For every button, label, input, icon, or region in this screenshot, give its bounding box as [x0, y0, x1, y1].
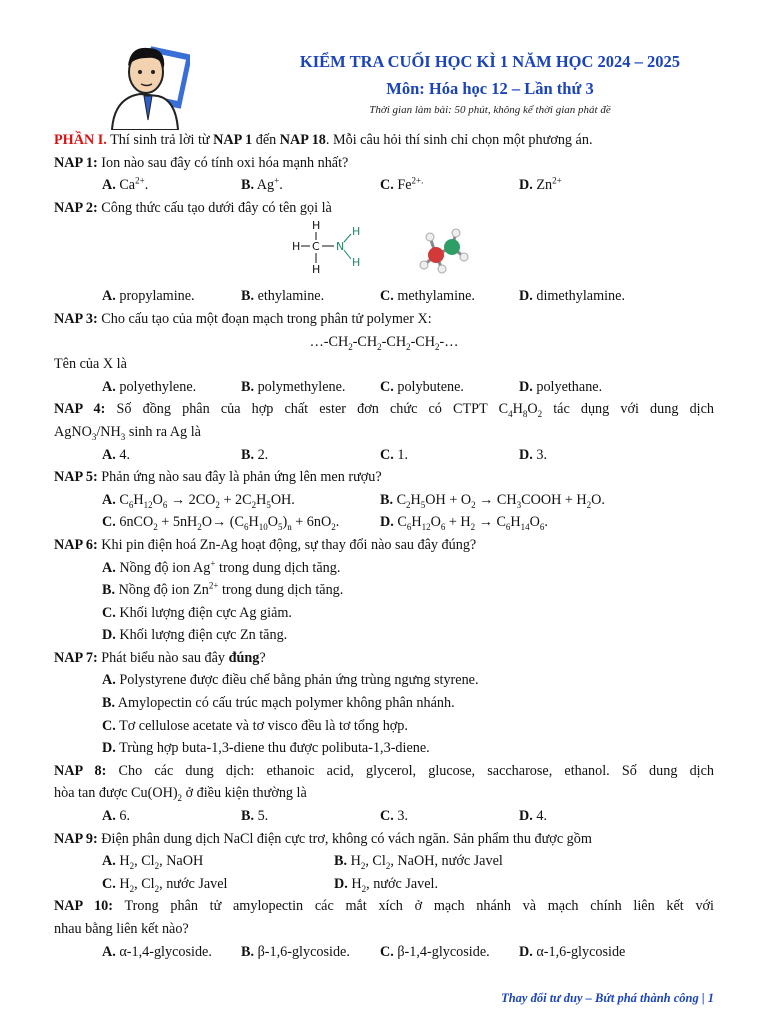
part-1-instruction: PHẦN I. Thí sinh trả lời từ NAP 1 đến NAP 18. Mỗi câu hỏi thí sinh chỉ chọn một phương án. [54, 132, 593, 148]
exam-time-note: Thời gian làm bài: 50 phút, không kể thời gian phát đề [369, 104, 611, 116]
q2-option-d[interactable]: D. dimethylamine. [519, 288, 625, 305]
methylamine-structural-formula [286, 219, 366, 279]
question-3: NAP 3: Cho cấu tạo của một đoạn mạch trong phân tử polymer X: [54, 310, 432, 327]
q4-option-d[interactable]: D. 3. [519, 446, 547, 463]
question-10: NAP 10: Trong phân tử amylopectin các mắt xích ở mạch nhánh và mạch chính liên kết với [54, 898, 715, 915]
svg-text:C: C [312, 240, 320, 254]
q3-option-d[interactable]: D. polyethane. [519, 378, 603, 395]
q8-option-c[interactable]: C. 3. [380, 808, 408, 825]
question-6: NAP 6: Khi pin điện hoá Zn-Ag hoạt động, sự thay đổi nào sau đây đúng? [54, 536, 477, 553]
question-5: NAP 5: Phản ứng nào sau đây là phản ứng lên men rượu? [54, 469, 382, 486]
question-3-prompt: Tên của X là [54, 356, 127, 373]
question-2-options [54, 285, 714, 308]
q1-option-d[interactable]: D. $Zn^{2+}$ [519, 175, 562, 194]
page-header [0, 0, 768, 130]
question-7: NAP 7: Phát biểu nào sau đây đúng? [54, 649, 266, 666]
q9-option-a[interactable]: A. $H_2$, $Cl_2$, NaOH [102, 853, 204, 872]
q10-option-c[interactable]: C. β-1,4-glycoside. [380, 943, 490, 960]
q10-option-d[interactable]: D. α-1,6-glycoside [519, 943, 626, 960]
question-9-options-ab [54, 850, 714, 873]
q3-option-a[interactable]: A. polyethylene. [102, 378, 197, 395]
q9-option-d[interactable]: D. $H_2$, nước Javel. [334, 875, 439, 894]
svg-text:N: N [336, 240, 345, 254]
svg-text:H: H [312, 263, 321, 277]
question-4-cont: $AgNO_3/NH_3$ sinh ra Ag là [54, 423, 201, 442]
q6-option-c[interactable]: C. Khối lượng điện cực Ag giảm. [102, 604, 292, 621]
q8-option-b[interactable]: B. 5. [241, 808, 269, 825]
q3-option-b[interactable]: B. polymethylene. [241, 378, 346, 395]
q7-option-c[interactable]: C. Tơ cellulose acetate và tơ visco đều là tơ tổng hợp. [102, 717, 408, 734]
question-10-cont: nhau bằng liên kết nào? [54, 921, 189, 937]
question-1: NAP 1: Ion nào sau đây có tính oxi hóa mạnh nhất? [54, 154, 349, 171]
molecule-figures [54, 219, 714, 285]
q7-option-a[interactable]: A. Polystyrene được điều chế bằng phản ứng trùng ngưng styrene. [102, 672, 479, 689]
teacher-mascot-icon [100, 40, 190, 130]
question-8-options [54, 805, 714, 828]
q5-option-d[interactable]: D. $C_6H_{12}O_6 + H_2 \to C_6H_{14}O_6$. [380, 514, 548, 533]
q5-option-b[interactable]: B. $C_2H_5OH + O_2$ → $CH_3COOH + H_2O$. [380, 491, 605, 510]
q4-option-a[interactable]: A. 4. [102, 446, 130, 463]
svg-text:H: H [352, 225, 361, 239]
q10-option-b[interactable]: B. β-1,6-glycoside. [241, 943, 350, 960]
question-9-options-cd [54, 873, 714, 896]
q5-option-a[interactable]: A. $C_6H_{12}O_6 \to 2CO_2 + 2C_2H_5OH$. [102, 491, 295, 510]
exam-content [54, 129, 714, 963]
q6-option-d[interactable]: D. Khối lượng điện cực Zn tăng. [102, 627, 288, 644]
q2-option-c[interactable]: C. methylamine. [380, 288, 475, 305]
q6-option-b[interactable]: B. Nồng độ ion $Zn^{2+}$ trong dung dịch tăng. [102, 580, 344, 599]
question-2: NAP 2: Công thức cấu tạo dưới đây có tên gọi là [54, 199, 332, 216]
q7-option-d[interactable]: D. Trùng hợp buta-1,3-diene thu được polibuta-1,3-diene. [102, 740, 430, 757]
question-9: NAP 9: Điện phân dung dịch NaCl điện cực trơ, không có vách ngăn. Sản phẩm thu được gồm [54, 830, 592, 847]
page-footer: Thay đổi tư duy – Bứt phá thành công | 1 [501, 991, 714, 1005]
q8-option-d[interactable]: D. 4. [519, 808, 547, 825]
question-1-options [54, 174, 714, 197]
exam-title: KIỂM TRA CUỐI HỌC KÌ 1 NĂM HỌC 2024 – 2025 [299, 52, 681, 71]
q1-option-a[interactable]: A. $Ca^{2+}$. [102, 175, 149, 194]
q4-option-c[interactable]: C. 1. [380, 446, 408, 463]
question-4: NAP 4: Số đồng phân của hợp chất ester đơn chức có CTPT $C_4H_8O_2$ tác dụng với dung dịch [54, 401, 714, 420]
q10-option-a[interactable]: A. α-1,4-glycoside. [102, 943, 212, 960]
exam-subtitle: Môn: Hóa học 12 – Lần thứ 3 [386, 79, 594, 98]
question-5-options-cd [54, 511, 714, 534]
question-8: NAP 8: Cho các dung dịch: ethanoic acid, glycerol, glucose, saccharose, ethanol. Số dung dịch [54, 762, 714, 779]
part-label: PHẦN I. [54, 132, 107, 148]
svg-text:H: H [292, 240, 301, 254]
q2-option-b[interactable]: B. ethylamine. [241, 288, 325, 305]
question-5-options-ab [54, 489, 714, 512]
svg-text:H: H [312, 219, 321, 233]
question-4-options [54, 444, 714, 467]
q1-option-b[interactable]: B. Ag+. [241, 175, 283, 194]
q6-option-a[interactable]: A. Nồng độ ion Ag+ trong dung dịch tăng. [102, 557, 341, 576]
question-3-options [54, 376, 714, 399]
question-8-cont: hòa tan được $Cu(OH)_2$ ở điều kiện thường là [54, 785, 307, 804]
q9-option-b[interactable]: B. $H_2$, $Cl_2$, NaOH, nước Javel [334, 853, 503, 872]
q1-option-c[interactable]: C. $Fe^{2+.}$ [380, 175, 424, 194]
q8-option-a[interactable]: A. 6. [102, 808, 130, 825]
polymer-chain-formula: $\dots-CH_2-CH_2-CH_2-CH_2-\dots$ [309, 333, 459, 352]
q7-option-b[interactable]: B. Amylopectin có cấu trúc mạch polymer không phân nhánh. [102, 695, 455, 712]
q4-option-b[interactable]: B. 2. [241, 446, 269, 463]
q2-option-a[interactable]: A. propylamine. [102, 288, 195, 305]
q5-option-c[interactable]: C. $6nCO_2 + 5nH_2O\to (C_6H_{10}O_5)_n + 6nO_2$. [102, 514, 340, 533]
q9-option-c[interactable]: C. $H_2$, $Cl_2$, nước Javel [102, 875, 228, 894]
q3-option-c[interactable]: C. polybutene. [380, 378, 464, 395]
methylamine-ball-model [416, 227, 476, 277]
question-10-options [54, 941, 714, 964]
svg-text:H: H [352, 256, 361, 270]
